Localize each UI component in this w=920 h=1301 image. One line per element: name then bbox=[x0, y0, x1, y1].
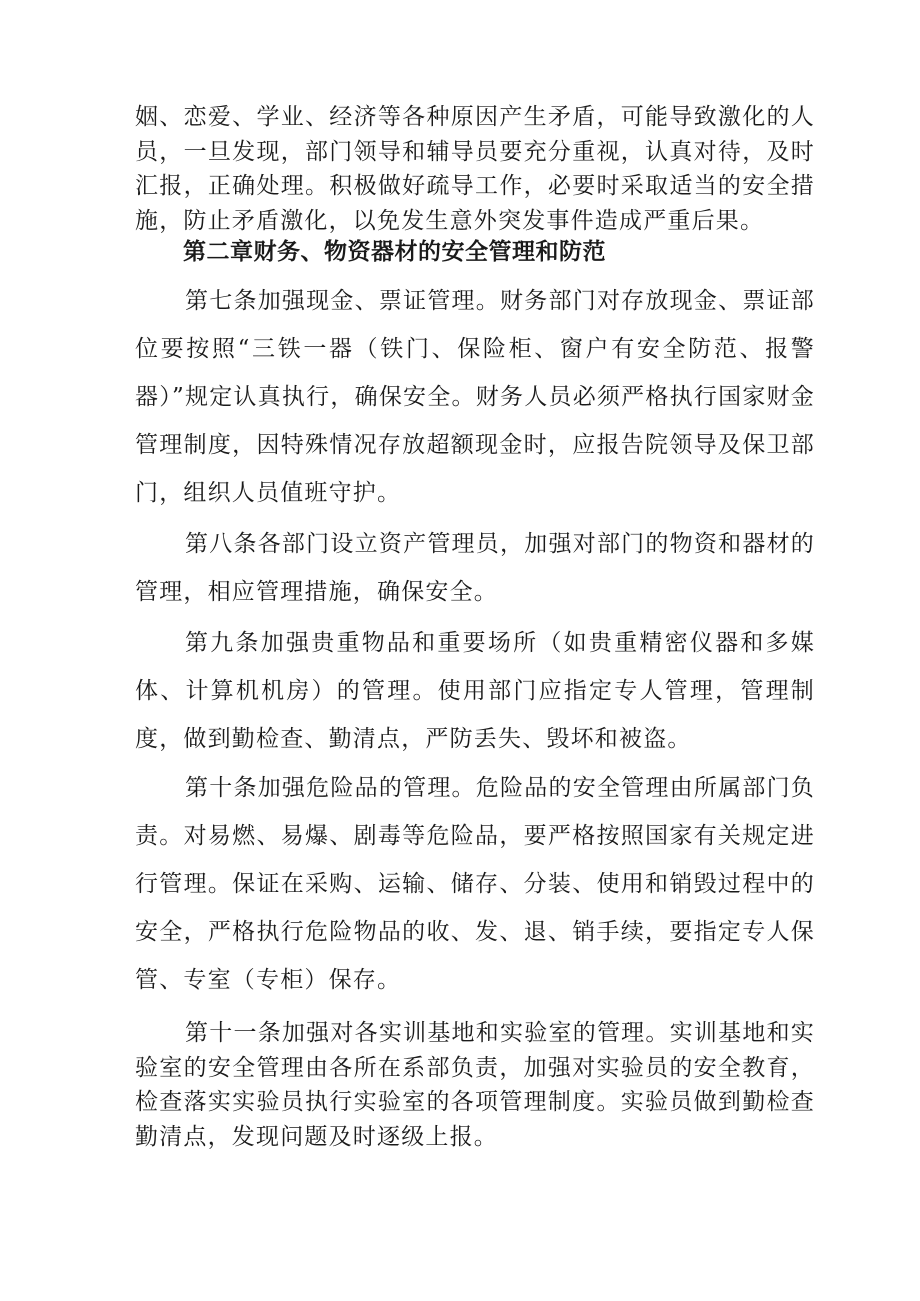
article-7-paragraph: 第七条加强现金、票证管理。财务部门对存放现金、票证部位要按照“三铁一器（铁门、保险柜、窗户有安全防范、报警器）”规定认真执行，确保安全。财务人员必须严格执行国家财金管理制度，因特殊情况存放超额现金时，应报告院领导及保卫部门，组织人员值班守护。 bbox=[135, 288, 815, 506]
article-8-paragraph: 第八条各部门设立资产管理员，加强对部门的物资和器材的管理，相应管理措施，确保安全。 bbox=[135, 531, 815, 605]
intro-paragraph: 姻、恋爱、学业、经济等各种原因产生矛盾，可能导致激化的人员，一旦发现，部门领导和辅导员要充分重视，认真对待，及时汇报，正确处理。积极做好疏导工作，必要时采取适当的安全措施，防止矛盾激化，以免发生意外突发事件造成严重后果。 bbox=[135, 104, 815, 234]
article-11-paragraph: 第十一条加强对各实训基地和实验室的管理。实训基地和实验室的安全管理由各所在系部负责，加强对实验员的安全教育，检查落实实验员执行实验室的各项管理制度。实验员做到勤检查勤清点，发现问题及时逐级上报。 bbox=[135, 1020, 815, 1150]
article-10-paragraph: 第十条加强危险品的管理。危险品的安全管理由所属部门负责。对易燃、易爆、剧毒等危险品，要严格按照国家有关规定进行管理。保证在采购、运输、储存、分装、使用和销毁过程中的安全，严格执行危险物品的收、发、退、销手续，要指定专人保管、专室（专柜）保存。 bbox=[135, 775, 815, 993]
article-9-paragraph: 第九条加强贵重物品和重要场所（如贵重精密仪器和多媒体、计算机机房）的管理。使用部门应指定专人管理，管理制度，做到勤检查、勤清点，严防丢失、毁坏和被盗。 bbox=[135, 630, 815, 752]
chapter-heading: 第二章财务、物资器材的安全管理和防范 bbox=[183, 239, 606, 265]
